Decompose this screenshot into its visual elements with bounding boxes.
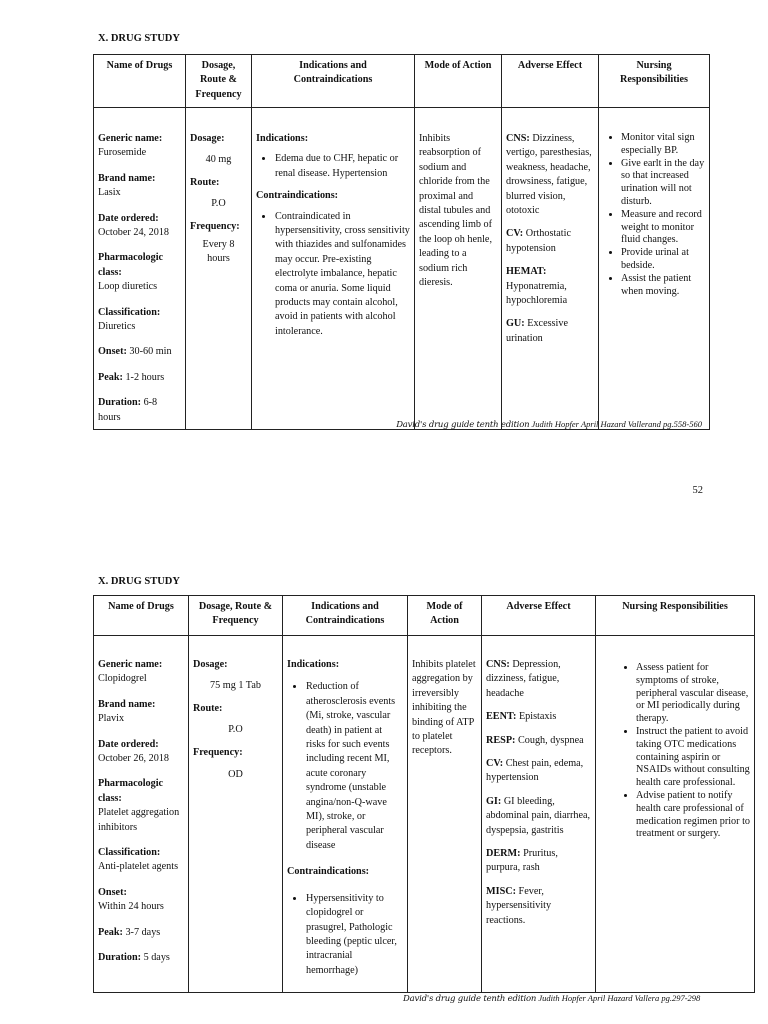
header-name-of-drugs: Name of Drugs	[94, 55, 186, 108]
indications-cell	[283, 636, 408, 993]
header-name-of-drugs: Name of Drugs	[94, 596, 189, 636]
generic-name-value: Furosemide	[98, 147, 147, 159]
contraindications-label: Contraindications:	[287, 866, 370, 878]
header-adverse-effect: Adverse Effect	[482, 596, 596, 636]
nursing-item: • Give earlt in the day so that increased urination will not disturb.	[621, 158, 705, 209]
header-mode-of-action: Mode of Action	[408, 596, 482, 636]
frequency-label: Frequency:	[190, 220, 240, 232]
mode-of-action-text: Inhibits reabsorption of sodium and chloride from the proximal and distal tubules and ascending limb of the loop oh henle, leading to a sodium rich dieresis.	[419, 133, 492, 289]
drug-study-heading: X. DRUG STUDY	[98, 576, 180, 587]
header-nursing-responsibilities: Nursing Responsibilities	[599, 55, 710, 108]
dosage-cell	[186, 108, 252, 430]
date-ordered-label: Date ordered:	[98, 738, 159, 750]
adverse-effect-cell	[482, 636, 596, 993]
generic-name-label: Generic name:	[98, 659, 163, 670]
header-dosage-route-frequency: Dosage, Route & Frequency	[189, 596, 283, 636]
classification-label: Classification:	[98, 306, 161, 318]
page-number: 52	[692, 485, 703, 496]
peak-value: 3-7 days	[125, 926, 161, 938]
adverse-effect-cell	[502, 108, 599, 430]
contraindication-item: • Contraindicated in hypersensitivity, cross sensitivity with thiazides and sulfonamides may occur. Pre-existing electrolyte imbalance, hepatic coma or anuria. Some liquid products may contain alcohol, avoid in patients with alcohol intolerance.	[274, 210, 410, 340]
dosage-label: Dosage:	[193, 659, 228, 670]
nursing-item: • Advise patient to notify health care professional of medication regimen prior to treatment or surgery.	[636, 790, 750, 841]
route-value: P.O	[228, 724, 243, 736]
reference-citation: David's drug guide tenth edition Judith Hopfer April Hazard Vallerand pg.558-560	[396, 419, 702, 430]
adverse-item: DERM: Pruritus, purpura, rash	[486, 848, 558, 874]
onset-label: Onset:	[98, 346, 127, 358]
dosage-value: 75 mg 1 Tab	[210, 680, 261, 692]
adverse-item: CV: Orthostatic hypotension	[506, 228, 571, 254]
route-label: Route:	[190, 176, 220, 188]
adverse-item: GI: GI bleeding, abdominal pain, diarrhea, dyspepsia, gastritis	[486, 795, 591, 836]
pharmacologic-class-value: Loop diuretics	[98, 281, 158, 293]
adverse-item: MISC: Fever, hypersensitivity reactions.	[486, 885, 552, 926]
classification-label: Classification:	[98, 847, 161, 859]
nursing-item: • Measure and record weight to monitor fluid changes.	[621, 209, 705, 247]
header-adverse-effect: Adverse Effect	[502, 55, 599, 108]
duration-label: Duration:	[98, 952, 142, 964]
nursing-item: • Assess patient for symptoms of stroke, peripheral vascular disease, or MI periodically during therapy.	[636, 662, 750, 726]
route-label: Route:	[193, 702, 223, 714]
contraindication-item: • Hypersensitivity to clopidogrel or prasugrel, Pathologic bleeding (peptic ulcer, intracranial hemorrhage)	[305, 892, 403, 978]
classification-value: Anti-platelet agents	[98, 861, 179, 873]
indications-cell	[252, 108, 415, 430]
frequency-label: Frequency:	[193, 746, 243, 758]
duration-label: Duration:	[98, 397, 142, 409]
indication-item: • Reduction of atherosclerosis events (Mi, stroke, vascular death) in patient at risks for such events including recent MI, acute coronary syndrome (unstable angina/non-Q-wave MI), stroke, or peripheral vascular disease	[305, 680, 403, 853]
nursing-item: • Assist the patient when moving.	[621, 273, 705, 299]
indications-label: Indications:	[256, 133, 309, 144]
duration-value: 5 days	[143, 952, 170, 964]
date-ordered-label: Date ordered:	[98, 212, 159, 224]
mode-of-action-text: Inhibits platelet aggregation by irreversibly inhibiting the binding of ATP to platelet receptors.	[412, 659, 476, 757]
drug-name-cell	[94, 636, 189, 993]
drug-study-heading: X. DRUG STUDY	[98, 33, 180, 44]
brand-name-value: Lasix	[98, 187, 121, 199]
classification-value: Diuretics	[98, 321, 136, 333]
nursing-item: • Instruct the patient to avoid taking OTC medications containing aspirin or NSAIDs without consulting health care professional.	[636, 726, 750, 790]
brand-name-value: Plavix	[98, 713, 125, 725]
peak-value: 1-2 hours	[125, 371, 165, 383]
pharmacologic-class-value: Platelet aggregation inhibitors	[98, 807, 180, 833]
generic-name-value: Clopidogrel	[98, 673, 147, 685]
brand-name-label: Brand name:	[98, 172, 156, 184]
pharmacologic-class-label: Pharmacologic class:	[98, 778, 164, 804]
nursing-item: • Provide urinal at bedside.	[621, 247, 705, 273]
adverse-item: HEMAT: Hyponatremia, hypochloremia	[506, 266, 568, 307]
adverse-item: RESP: Cough, dyspnea	[486, 734, 584, 746]
header-dosage-route-frequency: Dosage, Route & Frequency	[186, 55, 252, 108]
peak-label: Peak:	[98, 371, 123, 383]
indication-item: • Edema due to CHF, hepatic or renal disease. Hypertension	[274, 152, 410, 181]
peak-label: Peak:	[98, 926, 123, 938]
duration-value: 6-8 hours	[98, 397, 158, 423]
header-indications-contraindications: Indications and Contraindications	[283, 596, 408, 636]
drug-name-cell	[94, 108, 186, 430]
reference-citation: David's drug guide tenth edition Judith Hopfer April Hazard Vallera pg.297-298	[403, 993, 701, 1004]
dosage-value: 40 mg	[205, 154, 232, 166]
adverse-item: GU: Excessive urination	[506, 318, 568, 344]
header-mode-of-action: Mode of Action	[415, 55, 502, 108]
mode-of-action-cell	[415, 108, 502, 430]
route-value: P.O	[211, 198, 226, 210]
generic-name-label: Generic name:	[98, 133, 163, 144]
brand-name-label: Brand name:	[98, 698, 156, 710]
onset-value: Within 24 hours	[98, 901, 164, 913]
indications-label: Indications:	[287, 659, 340, 670]
drug-study-table	[93, 54, 710, 430]
onset-value: 30-60 min	[129, 346, 172, 358]
dosage-cell	[189, 636, 283, 993]
adverse-item: CV: Chest pain, edema, hypertension	[486, 758, 584, 784]
header-indications-contraindications: Indications and Contraindications	[252, 55, 415, 108]
frequency-value: OD	[228, 769, 243, 781]
frequency-value: Every 8 hours	[202, 239, 235, 265]
onset-label: Onset:	[98, 886, 127, 898]
drug-study-table	[93, 595, 755, 993]
mode-of-action-cell	[408, 636, 482, 993]
date-ordered-value: October 24, 2018	[98, 227, 170, 239]
dosage-label: Dosage:	[190, 133, 225, 144]
adverse-item: EENT: Epistaxis	[486, 711, 557, 723]
header-nursing-responsibilities: Nursing Responsibilities	[596, 596, 755, 636]
nursing-responsibilities-cell	[596, 636, 755, 993]
adverse-item: CNS: Depression, dizziness, fatigue, headache	[486, 659, 561, 699]
nursing-item: • Monitor vital sign especially BP.	[621, 132, 705, 158]
nursing-responsibilities-cell	[599, 108, 710, 430]
pharmacologic-class-label: Pharmacologic class:	[98, 252, 164, 278]
contraindications-label: Contraindications:	[256, 190, 339, 202]
date-ordered-value: October 26, 2018	[98, 753, 170, 765]
adverse-item: CNS: Dizziness, vertigo, paresthesias, weakness, headache, drowsiness, fatigue, blurred vision, ototoxic	[506, 133, 592, 217]
